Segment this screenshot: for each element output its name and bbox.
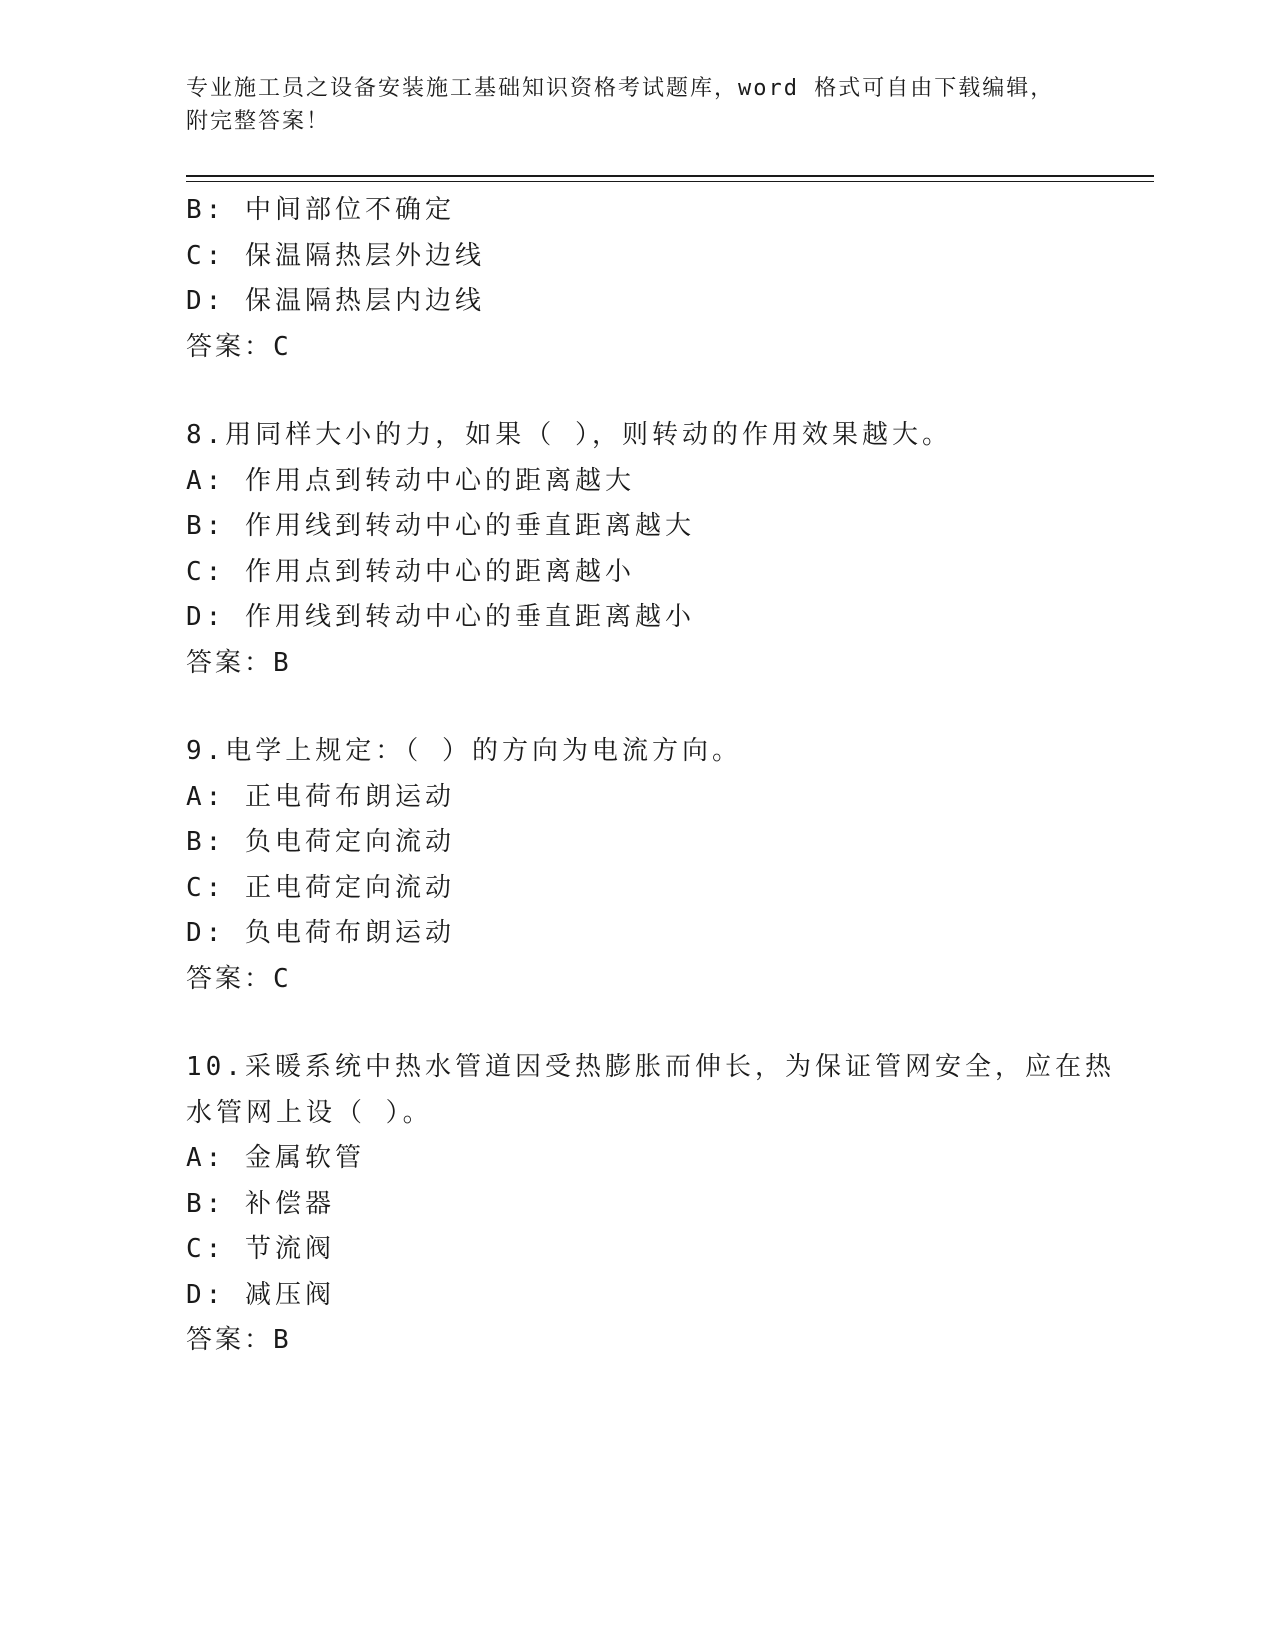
question-text-line-1: 10.采暖系统中热水管道因受热膨胀而伸长，为保证管网安全，应在热 [186, 1052, 1115, 1082]
option-d: D: 保温隔热层内边线 [186, 286, 485, 316]
option-a: A: 正电荷布朗运动 [186, 781, 455, 812]
option-b: B: 中间部位不确定 [186, 195, 455, 225]
question-list [186, 188, 1115, 1364]
header-divider-thin [186, 181, 1154, 182]
answer-line: 答案：C [186, 331, 292, 362]
question-block-8 [186, 413, 1086, 686]
question-text: 9.电学上规定：（ ）的方向为电流方向。 [186, 736, 742, 766]
option-d: D: 负电荷布朗运动 [186, 918, 455, 948]
option-d: D: 减压阀 [186, 1279, 335, 1310]
option-b: B: 补偿器 [186, 1188, 335, 1219]
header-line-2: 附完整答案！ [186, 109, 331, 134]
question-block-9 [186, 729, 1086, 1002]
header-divider-thick [186, 175, 1154, 177]
option-c: C: 正电荷定向流动 [186, 872, 455, 903]
header-line-1: 专业施工员之设备安装施工基础知识资格考试题库，word 格式可自由下载编辑， [186, 76, 1055, 101]
option-b: B: 负电荷定向流动 [186, 827, 455, 857]
answer-line: 答案：B [186, 647, 292, 678]
answer-line: 答案：C [186, 963, 292, 994]
answer-line: 答案：B [186, 1325, 292, 1355]
question-block-prev [186, 188, 1086, 370]
option-a: A: 作用点到转动中心的距离越大 [186, 465, 635, 496]
question-text-line-2: 水管网上设（ ）。 [186, 1097, 433, 1128]
option-c: C: 节流阀 [186, 1234, 335, 1264]
question-block-10 [186, 1045, 1115, 1364]
spacer [186, 1002, 1086, 1045]
option-c: C: 保温隔热层外边线 [186, 240, 485, 271]
spacer [186, 686, 1086, 729]
option-d: D: 作用线到转动中心的垂直距离越小 [186, 602, 695, 632]
question-text: 8.用同样大小的力，如果（ ），则转动的作用效果越大。 [186, 420, 952, 450]
option-b: B: 作用线到转动中心的垂直距离越大 [186, 511, 695, 541]
option-c: C: 作用点到转动中心的距离越小 [186, 556, 635, 587]
document-header [186, 72, 1066, 138]
spacer [186, 370, 1086, 413]
option-a: A: 金属软管 [186, 1143, 365, 1173]
